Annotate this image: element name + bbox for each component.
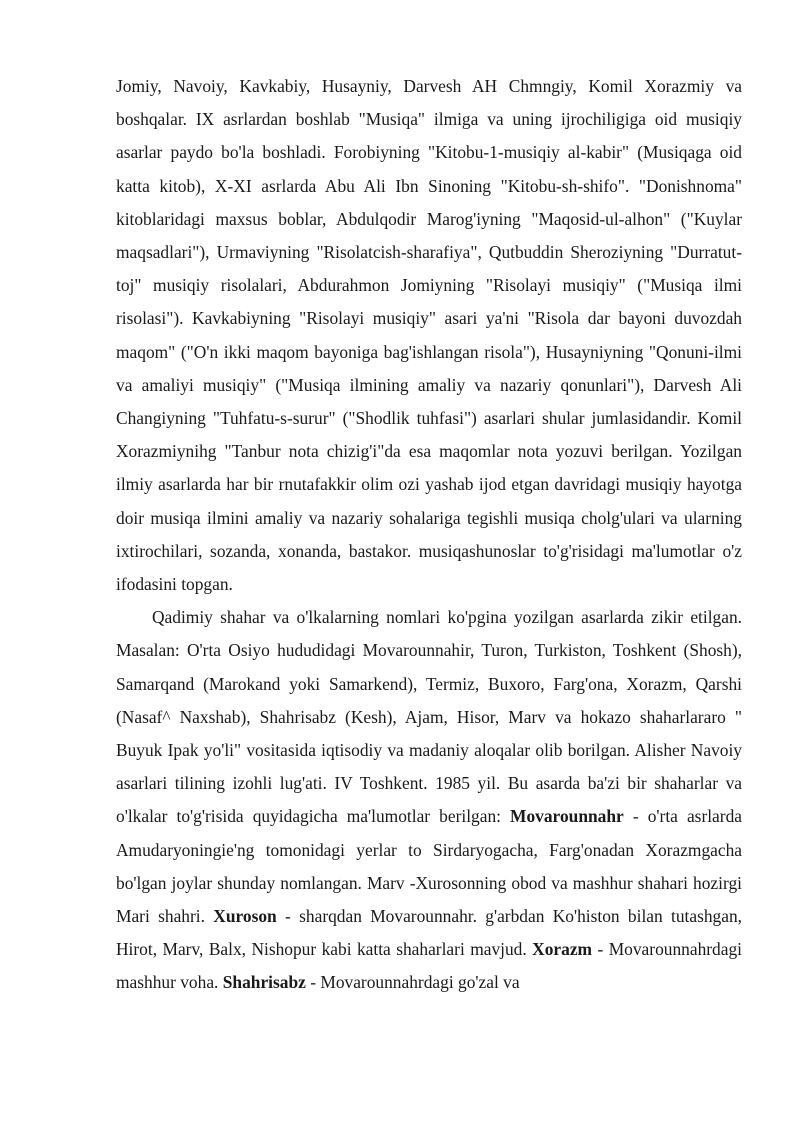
term-xorazm: Xorazm [532,939,593,960]
paragraph-2-text: - Movarounnahrdagi mashhur voha. [116,939,742,993]
document-page [116,70,742,1000]
term-movarounnahr: Movarounnahr [510,806,624,827]
paragraph-2-text: - Movarounnahrdagi go'zal va [305,972,520,993]
term-shahrisabz: Shahrisabz [222,972,306,993]
term-xuroson: Xuroson [213,906,277,927]
paragraph-2 [116,601,742,999]
paragraph-1-text: Jomiy, Navoiy, Kavkabiy, Husayniy, Darvesh AH Chmngiy, Komil Xorazmiy va boshqalar. IX asrlardan boshlab "Musiqa" ilmiga va uning ijrochiligiga oid musiqiy asarlar paydo bo'la boshladi. Forobiyning "Kitobu-1-musiqiy al-kabir" (Musiqaga oid katta kitob), X-XI asrlarda Abu Ali Ibn Sinoning "Kitobu-sh-shifo". "Donishnoma" kitoblaridagi maxsus boblar, Abdulqodir Marog'iyning "Maqosid-ul-alhon" ("Kuylar maqsadlari"), Urmaviyning "Risolatcish-sharafiya", Qutbuddin Sheroziyning "Durratut-toj" musiqiy risolalari, Abdurahmon Jomiyning "Risolayi musiqiy" ("Musiqa ilmi risolasi"). Kavkabiyning "Risolayi musiqiy" asari ya'ni "Risola dar bayoni duvozdah maqom" ("O'n ikki maqom bayoniga bag'ishlangan risola"), Husayniyning "Qonuni-ilmi va amaliyi musiqiy" ("Musiqa ilmining amaliy va nazariy qonunlari"), Darvesh Ali Changiyning "Tuhfatu-s-surur" ("Shodlik tuhfasi") asarlari shular jumlasidandir. Komil Xorazmiynihg "Tanbur nota chizig'i"da esa maqomlar nota yozuvi berilgan. Yozilgan ilmiy asarlarda har bir rnutafakkir olim ozi yashab ijod etgan davridagi musiqiy hayotga doir musiqa ilmini amaliy va nazariy sohalariga tegishli musiqa cholg'ulari va ularning ixtirochilari, sozanda, xonanda, bastakor. musiqashunoslar to'g'risidagi ma'lumotlar o'z ifodasini topgan. [116,76,742,595]
paragraph-1 [116,70,742,601]
paragraph-2-text: Qadimiy shahar va o'lkalarning nomlari ko'pgina yozilgan asarlarda zikir etilgan. Masalan: O'rta Osiyo hududidagi Movarounnahir, Turon, Turkiston, Toshkent (Shosh), Samarqand (Marokand yoki Samarkend), Termiz, Buxoro, Farg'ona, Xorazm, Qarshi (Nasaf^ Naxshab), Shahrisabz (Kesh), Ajam, Hisor, Marv va hokazo shaharlararo " Buyuk Ipak yo'li" vositasida iqtisodiy va madaniy aloqalar olib borilgan. Alisher Navoiy asarlari tilining izohli lug'ati. IV Toshkent. 1985 yil. Bu asarda ba'zi bir shaharlar va o'lkalar to'g'risida quyidagicha ma'lumotlar berilgan: [116,607,742,827]
paragraph-2-text: - sharqdan Movarounnahr. g'arbdan Ko'histon bilan tutashgan, Hirot, Marv, Balx, Nishopur kabi katta shaharlari mavjud. [116,906,742,960]
paragraph-2-text: - o'rta asrlarda Amudaryoningie'ng tomonidagi yerlar to Sirdaryogacha, Farg'onadan Xorazmgacha bo'lgan joylar shunday nomlangan. Marv -Xurosonning obod va mashhur shahari hozirgi Mari shahri. [116,806,742,927]
